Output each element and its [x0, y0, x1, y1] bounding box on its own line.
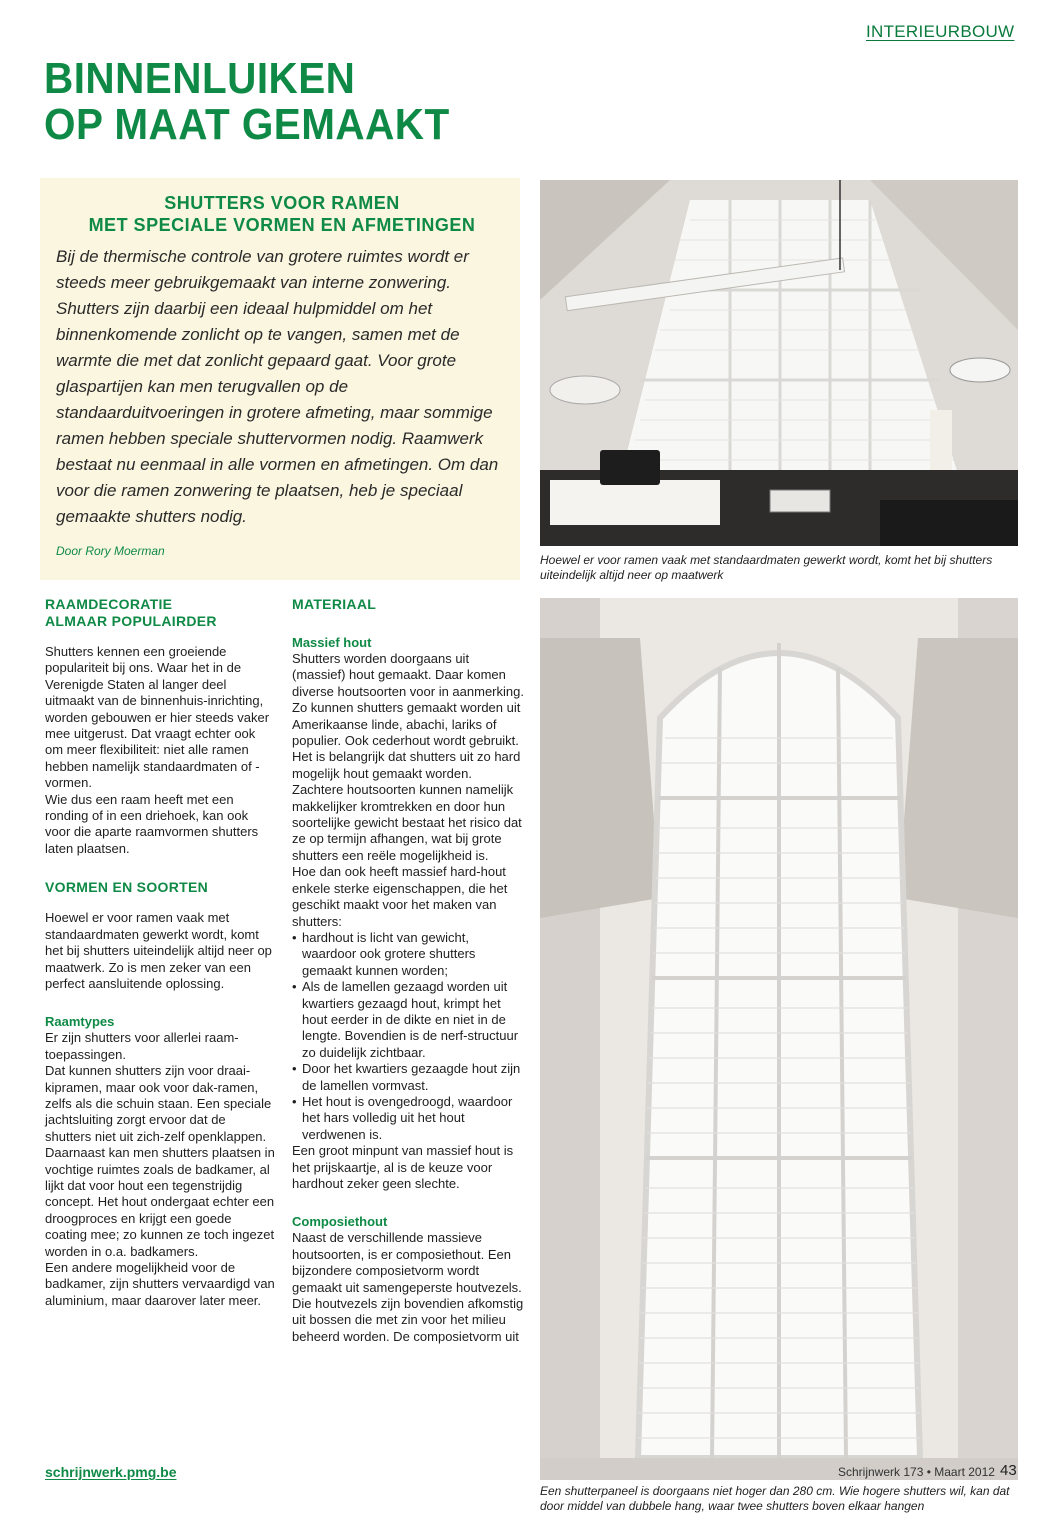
photo-arched-illustration — [540, 598, 1018, 1480]
subheading-composiethout: Composiethout — [292, 1214, 388, 1230]
subtitle-line-1: SHUTTERS VOOR RAMEN — [164, 193, 400, 213]
text-column-1 — [45, 596, 275, 1309]
heading-raamdecoratie — [45, 596, 275, 630]
footer-website-link[interactable]: schrijnwerk.pmg.be — [45, 1464, 177, 1480]
paragraph: Hoewel er voor ramen vaak met standaardmaten gewerkt wordt, komt het bij shutters uiteindelijk altijd neer op maatwerk. Zo is men zeker van een perfect aansluitende oplossing. — [45, 910, 272, 991]
paragraph: Een andere mogelijkheid voor de badkamer, zijn shutters vervaardigd van aluminium, maar daarover later meer. — [45, 1260, 275, 1308]
title-line-2: OP MAAT GEMAAKT — [44, 100, 450, 149]
heading-vormen-en-soorten: VORMEN EN SOORTEN — [45, 879, 209, 896]
heading-line-1: RAAMDECORATIE — [45, 596, 173, 612]
paragraph: Daarnaast kan men shutters plaatsen in vochtige ruimtes zoals de badkamer, al lijkt dat voor hout een tegenstrijdig concept. Het hout ondergaat echter een droogproces en krijgt een goede coating mee; zo kunnen ze toch ingezet worden in o.a. badkamers. — [45, 1145, 275, 1259]
title-line-1: BINNENLUIKEN — [44, 54, 356, 103]
subtitle-line-2: MET SPECIALE VORMEN EN AFMETINGEN — [88, 215, 476, 235]
bullet-list — [292, 930, 524, 1143]
section-tag: INTERIEURBOUW — [866, 22, 1015, 41]
paragraph: Wie dus een raam heeft met een ronding of in een driehoek, kan ook voor die aparte raamvormen shutters laten plaatsen. — [45, 791, 259, 856]
intro-subtitle — [56, 192, 508, 236]
list-item: • Als de lamellen gezaagd worden uit kwartiers gezaagd hout, krimpt het hout eerder in de dikte en niet in de lengte. Bovendien is de nerf-structuur zo duidelijk zichtbaar. — [292, 979, 524, 1061]
subheading-massief-hout: Massief hout — [292, 635, 372, 650]
heading-line-2: ALMAAR POPULAIRDER — [45, 613, 217, 629]
paragraph: Een groot minpunt van massief hout is het prijskaartje, al is de keuze voor hardhout zeker geen slechte. — [292, 1143, 514, 1191]
intro-lead: Bij de thermische controle van grotere ruimtes wordt er steeds meer gebruikgemaakt van interne zonwering. Shutters zijn daarbij een ideaal hulpmiddel om het binnenkomende zonlicht op te vangen, samen met de warmte die met dat zonlicht gepaard gaat. Voor grote glaspartijen kan men terugvallen op de standaarduitvoeringen in grotere afmeting, maar sommige ramen hebben speciale shuttervormen nodig. Raamwerk bestaat nu eenmaal in alle vormen en afmetingen. Om dan voor die ramen zonwering te plaatsen, heb je speciaal gemaakte shutters nodig. — [56, 247, 499, 526]
photo-attic-shutters — [540, 180, 1018, 546]
paragraph: Er zijn shutters voor allerlei raam-toepassingen. — [45, 1030, 239, 1062]
photo-attic-illustration — [540, 180, 1018, 546]
heading-materiaal: MATERIAAL — [292, 596, 377, 612]
text-column-2 — [292, 596, 524, 1345]
intro-box — [40, 178, 520, 580]
paragraph: Shutters worden doorgaans uit (massief) hout gemaakt. Daar komen diverse houtsoorten voor in aanmerking. Zo kunnen shutters gemaakt worden uit Amerikaanse linde, abachi, lariks of populier. Ook cederhout wordt gebruikt. Het is belangrijk dat shutters uit zo hard mogelijk hout gemaakt worden. Zachtere houtsoorten kunnen namelijk makkelijker kromtrekken en door hun soortelijke gewicht bestaat het risico dat ze op termijn afhangen, wat bij grote shutters een reële mogelijkheid is. — [292, 651, 524, 863]
paragraph: Hoe dan ook heeft massief hard-hout enkele sterke eigenschappen, die het geschikt maakt voor het maken van shutters: — [292, 864, 508, 929]
footer-issue: Schrijnwerk 173 • Maart 2012 — [838, 1465, 995, 1479]
page-number: 43 — [1000, 1462, 1017, 1479]
page-title — [44, 56, 504, 148]
photo-caption-1: Hoewel er voor ramen vaak met standaardmaten gewerkt wordt, komt het bij shutters uiteindelijk altijd neer op maatwerk — [540, 553, 993, 582]
photo-arched-shutters — [540, 598, 1018, 1480]
subheading-raamtypes: Raamtypes — [45, 1014, 115, 1030]
list-item: • Het hout is ovengedroogd, waardoor het hars volledig uit het hout verdwenen is. — [292, 1094, 524, 1143]
byline: Door Rory Moerman — [56, 544, 165, 558]
photo-caption-2: Een shutterpaneel is doorgaans niet hoger dan 280 cm. Wie hogere shutters wil, kan dat door middel van dubbele hang, waar twee shutters boven elkaar hangen — [540, 1484, 1010, 1513]
paragraph: Dat kunnen shutters zijn voor draai-kipramen, maar ook voor dak-ramen, zelfs als die schuin staan. Een speciale jachtsluiting zorgt ervoor dat de shutters niet uit zich-zelf openklappen. — [45, 1063, 272, 1144]
list-item: • hardhout is licht van gewicht, waardoor ook grotere shutters gemaakt kunnen worden; — [292, 930, 524, 979]
list-item: • Door het kwartiers gezaagde hout zijn de lamellen vormvast. — [292, 1061, 524, 1094]
paragraph: Shutters kennen een groeiende populariteit bij ons. Waar het in de Verenigde Staten al langer deel uitmaakt van de binnenhuis-inrichting, worden gebouwen er hier steeds vaker mee uitgerust. Dat vraagt echter ook om meer flexibiliteit: niet alle ramen hebben namelijk standaardmaten of -vormen. — [45, 644, 270, 791]
paragraph: Naast de verschillende massieve houtsoorten, is er composiethout. Een bijzondere composietvorm wordt gemaakt uit samengeperste houtvezels. Die houtvezels zijn bovendien afkomstig uit bossen die met zin voor het milieu beheerd worden. De composietvorm uit — [292, 1230, 524, 1344]
